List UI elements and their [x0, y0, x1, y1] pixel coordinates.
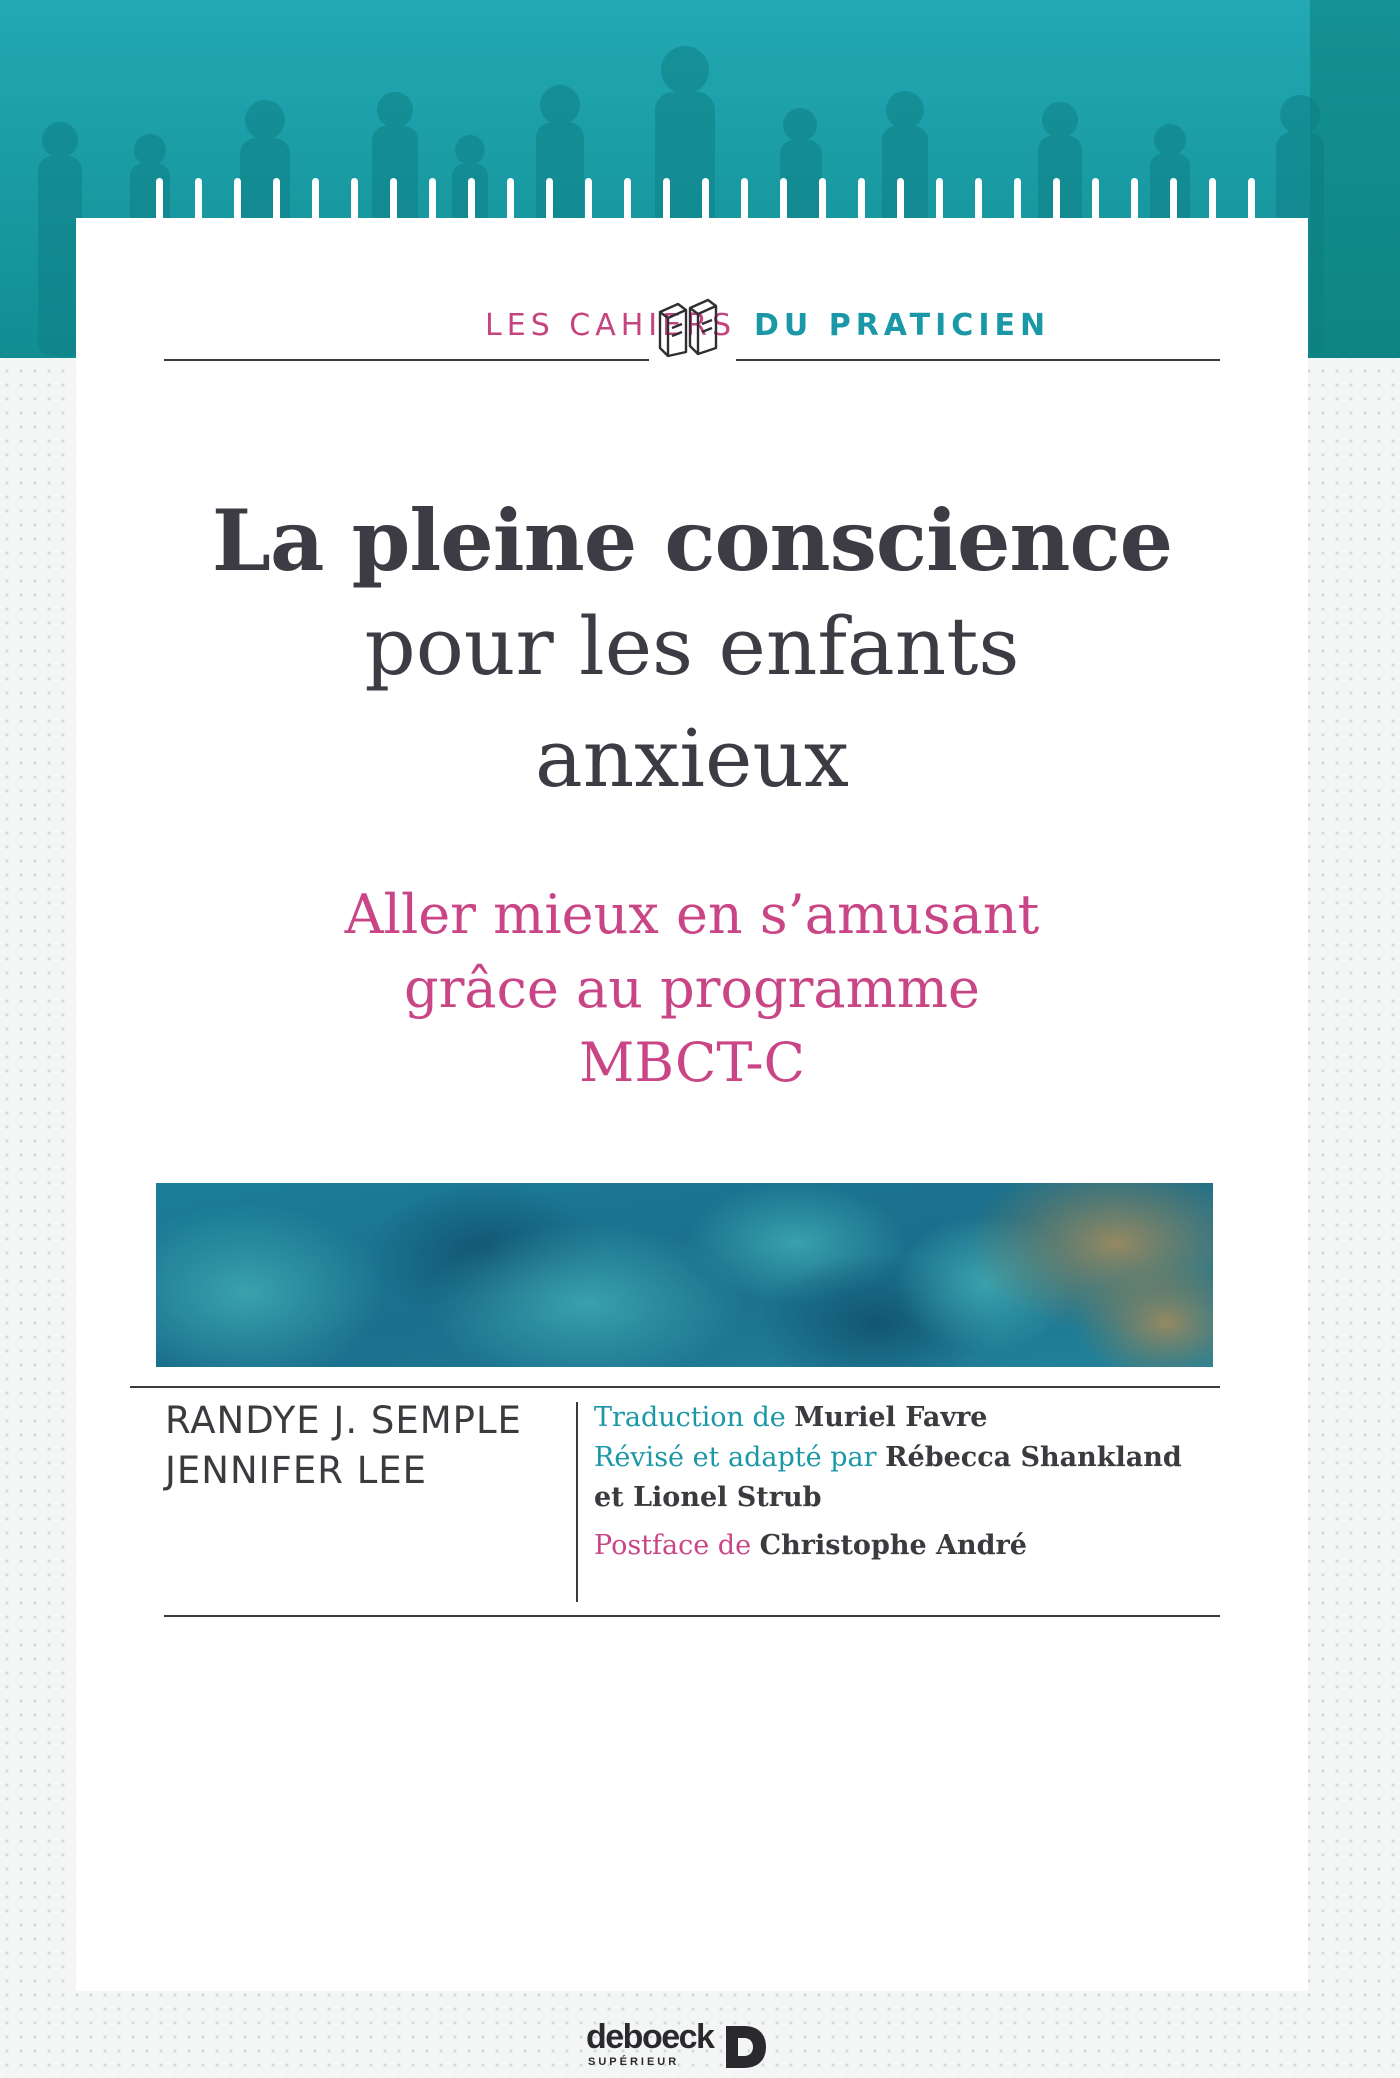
authors-rule-bottom	[164, 1615, 1220, 1617]
postface-label: Postface de	[594, 1530, 760, 1561]
series-name-left: LES CAHIERS	[485, 308, 736, 343]
publisher-name: deboeck	[586, 2018, 714, 2056]
authors-rule-top	[130, 1386, 1220, 1388]
translator-name: Muriel Favre	[794, 1402, 988, 1433]
series-header	[76, 218, 1308, 378]
reviser-name: Rébecca Shankland	[885, 1442, 1182, 1473]
revision-credit-cont	[594, 1478, 1294, 1518]
folded-pages-logo-icon	[654, 298, 722, 358]
credits-block	[594, 1398, 1294, 1566]
publisher-d-mark-icon	[724, 2024, 768, 2070]
credits-divider	[576, 1402, 578, 1602]
reviser-name: Lionel Strub	[633, 1482, 822, 1513]
cover-page	[76, 218, 1308, 2068]
series-name-right: DU PRATICIEN	[754, 308, 1051, 343]
underwater-rocks-image	[156, 1183, 1213, 1367]
and-label: et	[594, 1482, 634, 1513]
title-line-3: anxieux	[535, 712, 849, 805]
subtitle-line-3: MBCT-C	[579, 1031, 805, 1094]
title-line-2: pour les enfants	[364, 600, 1020, 693]
translation-credit	[594, 1398, 1294, 1438]
book-title	[76, 491, 1308, 815]
subtitle-line-2: grâce au programme	[404, 957, 980, 1020]
publisher-subname: SUPÉRIEUR	[588, 2056, 680, 2068]
title-line-1: La pleine conscience	[211, 491, 1173, 590]
revision-credit	[594, 1438, 1294, 1478]
header-rule-right	[736, 359, 1220, 361]
postface-author-name: Christophe André	[759, 1530, 1027, 1561]
subtitle-line-1: Aller mieux en s’amusant	[344, 883, 1040, 946]
publisher-logo	[586, 2018, 796, 2078]
revision-label: Révisé et adapté par	[594, 1442, 886, 1473]
header-rule-left	[164, 359, 649, 361]
author-name: RANDYE J. SEMPLE	[165, 1399, 522, 1442]
translation-label: Traduction de	[594, 1402, 795, 1433]
author-name: JENNIFER LEE	[165, 1449, 428, 1492]
postface-credit	[594, 1526, 1294, 1566]
authors-block	[165, 1396, 585, 1496]
book-subtitle	[76, 878, 1308, 1100]
